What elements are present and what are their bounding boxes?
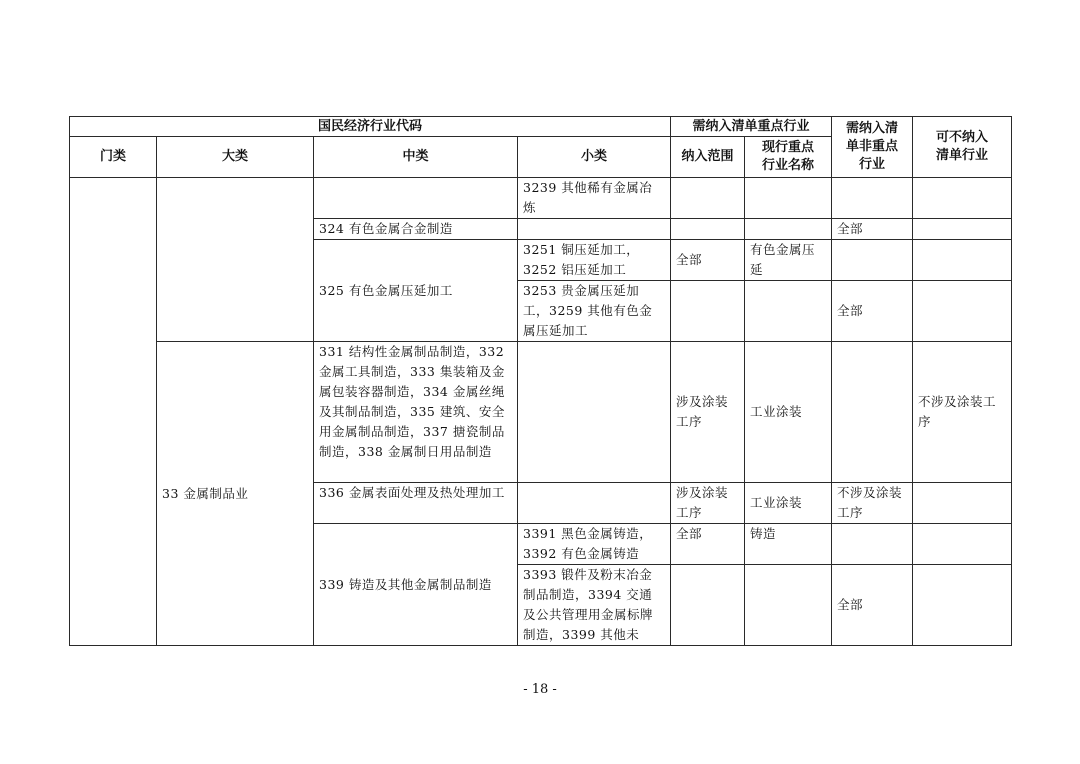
cell-xiaolei: 3251 铜压延加工，3252 铝压延加工 [518, 240, 671, 281]
cell-nonkey: 全部 [832, 281, 913, 342]
cell-exempt [913, 281, 1012, 342]
cell-xiaolei: 3239 其他稀有金属冶炼 [518, 178, 671, 219]
cell-xiaolei [518, 483, 671, 524]
cell-zhonglei: 331 结构性金属制品制造，332 金属工具制造，333 集装箱及金属包装容器制造，334 金属丝绳及其制品制造，335 建筑、安全用金属制品制造，337 搪瓷制品制造，338 金属制日用品制造 [314, 342, 518, 483]
cell-exempt [913, 483, 1012, 524]
cell-nonkey [832, 342, 913, 483]
cell-nonkey [832, 240, 913, 281]
cell-nonkey: 全部 [832, 565, 913, 646]
table-row [70, 342, 1012, 483]
cell-exempt [913, 178, 1012, 219]
cell-current-name [745, 565, 832, 646]
cell-xiaolei [518, 342, 671, 483]
cell-xiaolei: 3393 锻件及粉末冶金制品制造，3394 交通及公共管理用金属标牌制造，3399 其他未 [518, 565, 671, 646]
header-current-name: 现行重点行业名称 [745, 137, 832, 178]
header-industry-code: 国民经济行业代码 [70, 117, 671, 137]
cell-current-name: 有色金属压延 [745, 240, 832, 281]
header-xiaolei: 小类 [518, 137, 671, 178]
cell-dalei: 33 金属制品业 [157, 342, 314, 646]
cell-xiaolei: 3253 贵金属压延加工，3259 其他有色金属压延加工 [518, 281, 671, 342]
cell-exempt: 不涉及涂装工序 [913, 342, 1012, 483]
cell-xiaolei: 3391 黑色金属铸造，3392 有色金属铸造 [518, 524, 671, 565]
cell-nonkey [832, 178, 913, 219]
cell-dalei [157, 178, 314, 342]
table-row [70, 178, 1012, 219]
cell-scope [671, 178, 745, 219]
cell-exempt [913, 219, 1012, 240]
cell-current-name [745, 219, 832, 240]
cell-current-name [745, 178, 832, 219]
cell-scope [671, 565, 745, 646]
cell-nonkey: 不涉及涂装工序 [832, 483, 913, 524]
cell-xiaolei [518, 219, 671, 240]
cell-zhonglei: 324 有色金属合金制造 [314, 219, 518, 240]
header-menlei: 门类 [70, 137, 157, 178]
cell-scope: 全部 [671, 524, 745, 565]
cell-nonkey: 全部 [832, 219, 913, 240]
cell-scope [671, 281, 745, 342]
header-zhonglei: 中类 [314, 137, 518, 178]
header-scope: 纳入范围 [671, 137, 745, 178]
page-number: - 18 - [523, 682, 557, 697]
cell-zhonglei [314, 178, 518, 219]
cell-zhonglei: 339 铸造及其他金属制品制造 [314, 524, 518, 646]
cell-exempt [913, 240, 1012, 281]
cell-menlei [70, 178, 157, 646]
cell-exempt [913, 524, 1012, 565]
header-key-industry: 需纳入清单重点行业 [671, 117, 832, 137]
cell-scope: 涉及涂装工序 [671, 483, 745, 524]
header-nonkey-industry: 需纳入清单非重点行业 [832, 117, 913, 178]
cell-scope: 全部 [671, 240, 745, 281]
cell-current-name [745, 281, 832, 342]
industry-table [69, 116, 1012, 646]
cell-current-name: 工业涂装 [745, 342, 832, 483]
header-dalei: 大类 [157, 137, 314, 178]
cell-current-name: 工业涂装 [745, 483, 832, 524]
cell-exempt [913, 565, 1012, 646]
cell-nonkey [832, 524, 913, 565]
cell-current-name: 铸造 [745, 524, 832, 565]
cell-scope: 涉及涂装工序 [671, 342, 745, 483]
cell-scope [671, 219, 745, 240]
header-exempt-industry: 可不纳入清单行业 [913, 117, 1012, 178]
cell-zhonglei: 325 有色金属压延加工 [314, 240, 518, 342]
cell-zhonglei: 336 金属表面处理及热处理加工 [314, 483, 518, 524]
